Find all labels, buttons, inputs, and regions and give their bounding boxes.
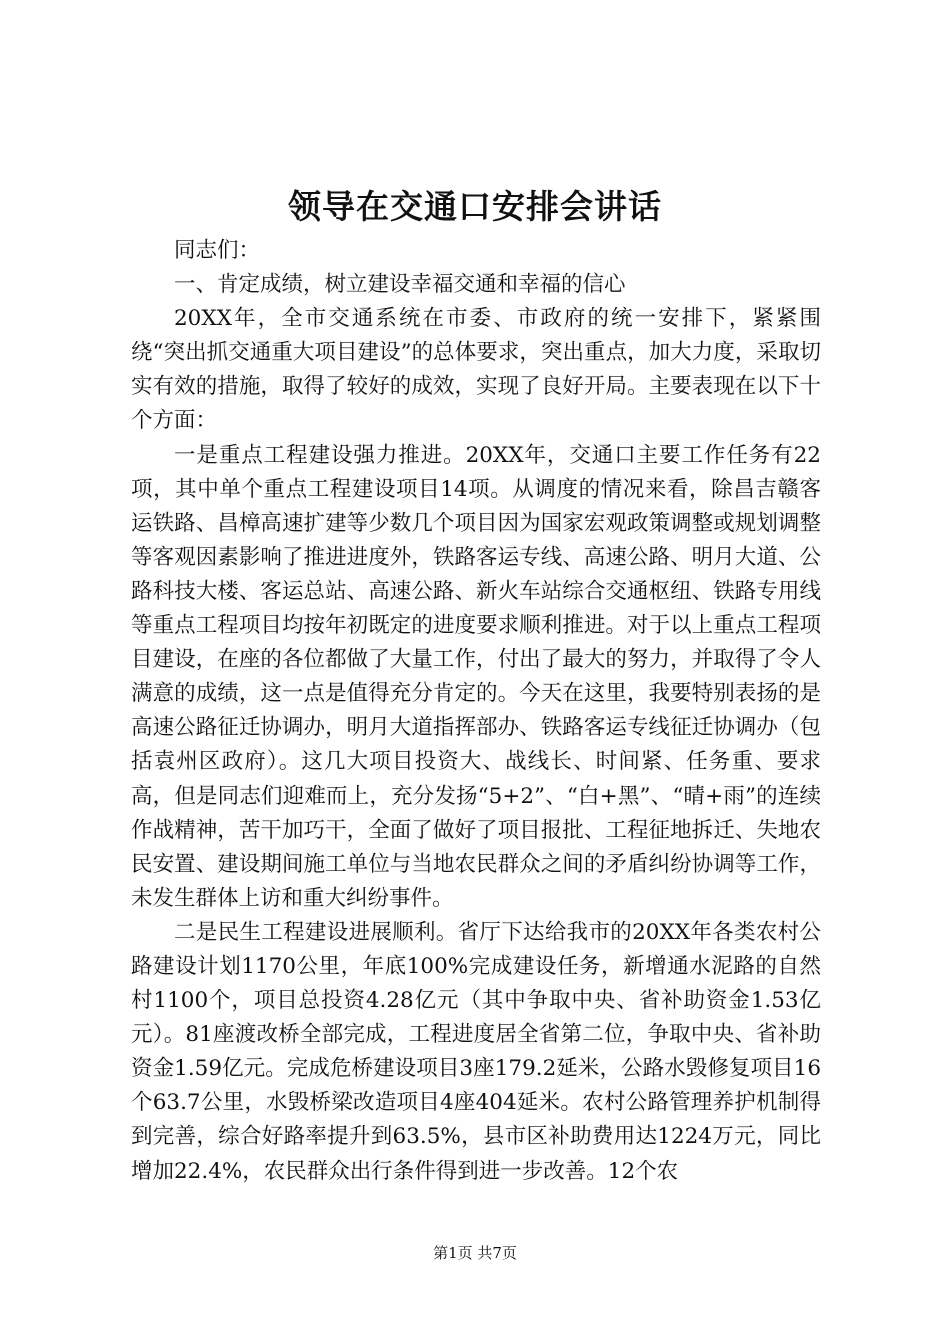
key-projects-paragraph: 一是重点工程建设强力推进。20XX年，交通口主要工作任务有22项，其中单个重点工程建设项目14项。从调度的情况来看，除昌吉赣客运铁路、昌樟高速扩建等少数几个项目因为国家宏观政策调整或规划调整等客观因素影响了推进进度外，铁路客运专线、高速公路、明月大道、公路科技大楼、客运总站、高速公路、新火车站综合交通枢纽、铁路专用线等重点工程项目均按年初既定的进度要求顺利推进。对于以上重点工程项目建设，在座的各位都做了大量工作，付出了最大的努力，并取得了令人满意的成绩，这一点是值得充分肯定的。今天在这里，我要特别表扬的是高速公路征迁协调办，明月大道指挥部办、铁路客运专线征迁协调办（包括袁州区政府）。这几大项目投资大、战线长、时间紧、任务重、要求高，但是同志们迎难而上，充分发扬“5+2”、“白+黑”、“晴+雨”的连续作战精神，苦干加巧干，全面了做好了项目报批、工程征地拆迁、失地农民安置、建设期间施工单位与当地农民群众之间的矛盾纠纷协调等工作，未发生群体上访和重大纠纷事件。	[131, 442, 821, 911]
document-title: 领导在交通口安排会讲话	[288, 187, 662, 226]
section-heading-paragraph: 一、肯定成绩，树立建设幸福交通和幸福的信心	[174, 272, 626, 298]
livelihood-projects-paragraph: 二是民生工程建设进展顺利。省厅下达给我市的20XX年各类农村公路建设计划1170公里，年底100%完成建设任务，新增通水泥路的自然村1100个，项目总投资4.28亿元（其中争取中央、省补助资金1.53亿元）。81座渡改桥全部完成，工程进度居全省第二位，争取中央、省补助资金1.59亿元。完成危桥建设项目3座179.2延米，公路水毁修复项目16个63.7公里，水毁桥梁改造项目4座404延米。农村公路管理养护机制得到完善，综合好路率提升到63.5%，县市区补助费用达1224万元，同比增加22.4%，农民群众出行条件得到进一步改善。12个农	[131, 919, 821, 1184]
intro-paragraph: 20XX年，全市交通系统在市委、市政府的统一安排下，紧紧围绕“突出抓交通重大项目建设”的总体要求，突出重点，加大力度，采取切实有效的措施，取得了较好的成效，实现了良好开局。主要表现在以下十个方面：	[131, 306, 821, 434]
page-number-footer: 第1页 共7页	[433, 1244, 517, 1262]
salutation-paragraph: 同志们：	[174, 238, 261, 263]
document-body	[131, 234, 821, 1189]
